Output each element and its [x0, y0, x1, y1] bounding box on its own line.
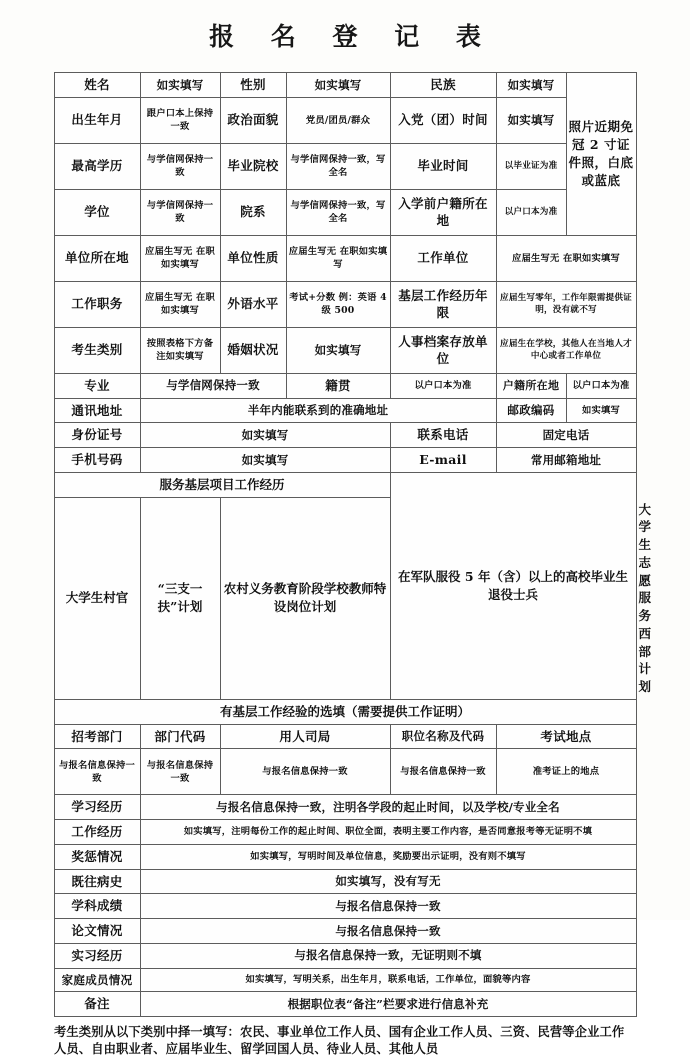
table-row-study-experience [54, 795, 636, 820]
label-party-join-time: 入党（团）时间 [390, 97, 496, 143]
photo-requirement-cell: 照片近期免冠 2 寸证件照，白底或蓝底 [566, 73, 636, 236]
label-subject-grades: 学科成绩 [54, 894, 140, 919]
col-position-name-code: 职位名称及代码 [390, 724, 496, 749]
value-mobile-number: 如实填写 [140, 448, 390, 473]
table-row-birth [54, 97, 636, 143]
val-department-code: 与报名信息保持一致 [140, 749, 220, 795]
label-hukou-location: 户籍所在地 [496, 373, 566, 398]
value-party-join-time: 如实填写 [496, 97, 566, 143]
grassroots-project-title: 服务基层项目工作经历 [54, 472, 390, 497]
value-language-level: 考试+分数 例：英语 4 级 500 [286, 281, 390, 327]
label-remark: 备注 [54, 991, 140, 1016]
value-contact-phone: 固定电话 [496, 423, 636, 448]
label-contact-phone: 联系电话 [390, 423, 496, 448]
value-gender: 如实填写 [286, 73, 390, 98]
label-grassroots-years: 基层工作经历年限 [390, 281, 496, 327]
label-political-status: 政治面貌 [220, 97, 286, 143]
value-native-place: 以户口本为准 [390, 373, 496, 398]
label-work-experience: 工作经历 [54, 820, 140, 845]
value-ethnicity: 如实填写 [496, 73, 566, 98]
label-native-place: 籍贯 [286, 373, 390, 398]
table-row-medical-history [54, 869, 636, 894]
table-row-grassroots-note [54, 699, 636, 724]
label-graduate-school: 毕业院校 [220, 143, 286, 189]
table-row-position-header [54, 724, 636, 749]
table-row-work-experience [54, 820, 636, 845]
value-candidate-type: 按照表格下方备注如实填写 [140, 327, 220, 373]
label-marital-status: 婚姻状况 [220, 327, 286, 373]
registration-form-table [54, 72, 652, 1017]
table-row-remark [54, 991, 636, 1016]
table-row-degree [54, 189, 636, 235]
label-major: 专业 [54, 373, 140, 398]
table-row-major [54, 373, 636, 398]
label-gender: 性别 [220, 73, 286, 98]
value-department: 与学信网保持一致，写全名 [286, 189, 390, 235]
label-prior-hukou: 入学前户籍所在地 [390, 189, 496, 235]
table-row-subject-grades [54, 894, 636, 919]
page-title: 报 名 登 记 表 [209, 22, 495, 51]
table-row-thesis [54, 919, 636, 944]
value-medical-history: 如实填写，没有写无 [140, 869, 636, 894]
value-subject-grades: 与报名信息保持一致 [140, 894, 636, 919]
value-postcode: 如实填写 [566, 398, 636, 423]
item-veteran: 在军队服役 5 年（含）以上的高校毕业生退役士兵 [390, 472, 636, 699]
label-graduation-time: 毕业时间 [390, 143, 496, 189]
label-work-unit: 工作单位 [390, 235, 496, 281]
label-degree: 学位 [54, 189, 140, 235]
grassroots-optional-note: 有基层工作经验的选填（需要提供工作证明） [54, 699, 636, 724]
footnote-line-1: 考生类别从以下类别中择一填写：农民、事业单位工作人员、国有企业工作人员、三资、民营等企业工作 [54, 1023, 625, 1039]
footnote [54, 1023, 636, 1058]
table-row-unit-location [54, 235, 636, 281]
value-personnel-archive: 应届生在学校，其他人在当地人才中心或者工作单位 [496, 327, 636, 373]
label-unit-location: 单位所在地 [54, 235, 140, 281]
label-job-title: 工作职务 [54, 281, 140, 327]
label-mailing-address: 通讯地址 [54, 398, 140, 423]
value-work-experience: 如实填写，注明每份工作的起止时间、职位全面，表明主要工作内容，是否同意报考等无证明不填 [140, 820, 636, 845]
label-highest-education: 最高学历 [54, 143, 140, 189]
value-political-status: 党员/团员/群众 [286, 97, 390, 143]
value-birth-date: 跟户口本上保持一致 [140, 97, 220, 143]
value-degree: 与学信网保持一致 [140, 189, 220, 235]
value-job-title: 应届生写无 在职如实填写 [140, 281, 220, 327]
value-family-members: 如实填写，写明关系，出生年月，联系电话，工作单位，面貌等内容 [140, 968, 636, 991]
value-work-unit: 应届生写无 在职如实填写 [496, 235, 636, 281]
value-thesis: 与报名信息保持一致 [140, 919, 636, 944]
item-village-official: 大学生村官 [54, 497, 140, 699]
value-major: 与学信网保持一致 [140, 373, 286, 398]
table-row-id-number [54, 423, 636, 448]
label-id-number: 身份证号 [54, 423, 140, 448]
val-exam-location: 准考证上的地点 [496, 749, 636, 795]
value-graduation-time: 以毕业证为准 [496, 143, 566, 189]
label-awards-penalties: 奖惩情况 [54, 844, 140, 869]
table-row-awards [54, 844, 636, 869]
table-row-internship [54, 943, 636, 968]
table-row-grassroots-items: 大学生村官 “三支一扶”计划 农村义务教育阶段学校教师特设岗位计划 大学生志愿服务西部计划 [54, 497, 636, 699]
col-department-code: 部门代码 [140, 724, 220, 749]
table-row-candidate-type [54, 327, 636, 373]
value-name: 如实填写 [140, 73, 220, 98]
col-recruiting-department: 招考部门 [54, 724, 140, 749]
item-three-support-plan: “三支一扶”计划 [140, 497, 220, 699]
value-highest-education: 与学信网保持一致 [140, 143, 220, 189]
value-unit-location: 应届生写无 在职如实填写 [140, 235, 220, 281]
value-email: 常用邮箱地址 [496, 448, 636, 473]
label-candidate-type: 考生类别 [54, 327, 140, 373]
footnote-line-2: 人员、自由职业者、应届毕业生、留学回国人员、待业人员、其他人员 [54, 1041, 439, 1057]
label-language-level: 外语水平 [220, 281, 286, 327]
value-study-experience: 与报名信息保持一致，注明各学段的起止时间，以及学校/专业全名 [140, 795, 636, 820]
col-exam-location: 考试地点 [496, 724, 636, 749]
label-thesis: 论文情况 [54, 919, 140, 944]
value-id-number: 如实填写 [140, 423, 390, 448]
table-row-name [54, 73, 636, 98]
val-recruiting-department: 与报名信息保持一致 [54, 749, 140, 795]
table-row-education [54, 143, 636, 189]
value-grassroots-years: 应届生写零年，工作年限需提供证明，没有就不写 [496, 281, 636, 327]
table-row-position-values [54, 749, 636, 795]
table-row-job [54, 281, 636, 327]
val-position-name-code: 与报名信息保持一致 [390, 749, 496, 795]
label-name: 姓名 [54, 73, 140, 98]
label-department: 院系 [220, 189, 286, 235]
value-internship: 与报名信息保持一致，无证明则不填 [140, 943, 636, 968]
label-personnel-archive: 人事档案存放单位 [390, 327, 496, 373]
value-unit-nature: 应届生写无 在职如实填写 [286, 235, 390, 281]
label-study-experience: 学习经历 [54, 795, 140, 820]
val-employing-bureau: 与报名信息保持一致 [220, 749, 390, 795]
label-family-members: 家庭成员情况 [54, 968, 140, 991]
value-mailing-address: 半年内能联系到的准确地址 [140, 398, 496, 423]
table-row-family-members [54, 968, 636, 991]
label-email: E-mail [390, 448, 496, 473]
value-hukou-location: 以户口本为准 [566, 373, 636, 398]
value-awards-penalties: 如实填写，写明时间及单位信息，奖励要出示证明，没有则不填写 [140, 844, 636, 869]
label-postcode: 邮政编码 [496, 398, 566, 423]
label-birth-date: 出生年月 [54, 97, 140, 143]
table-row-mobile [54, 448, 636, 473]
value-remark: 根据职位表“备注”栏要求进行信息补充 [140, 991, 636, 1016]
table-row-grassroots-header [54, 472, 636, 497]
label-unit-nature: 单位性质 [220, 235, 286, 281]
value-prior-hukou: 以户口本为准 [496, 189, 566, 235]
col-employing-bureau: 用人司局 [220, 724, 390, 749]
table-row-address [54, 398, 636, 423]
label-internship: 实习经历 [54, 943, 140, 968]
item-rural-teacher-plan: 农村义务教育阶段学校教师特设岗位计划 [220, 497, 390, 699]
label-mobile-number: 手机号码 [54, 448, 140, 473]
label-medical-history: 既往病史 [54, 869, 140, 894]
value-graduate-school: 与学信网保持一致，写全名 [286, 143, 390, 189]
label-ethnicity: 民族 [390, 73, 496, 98]
value-marital-status: 如实填写 [286, 327, 390, 373]
